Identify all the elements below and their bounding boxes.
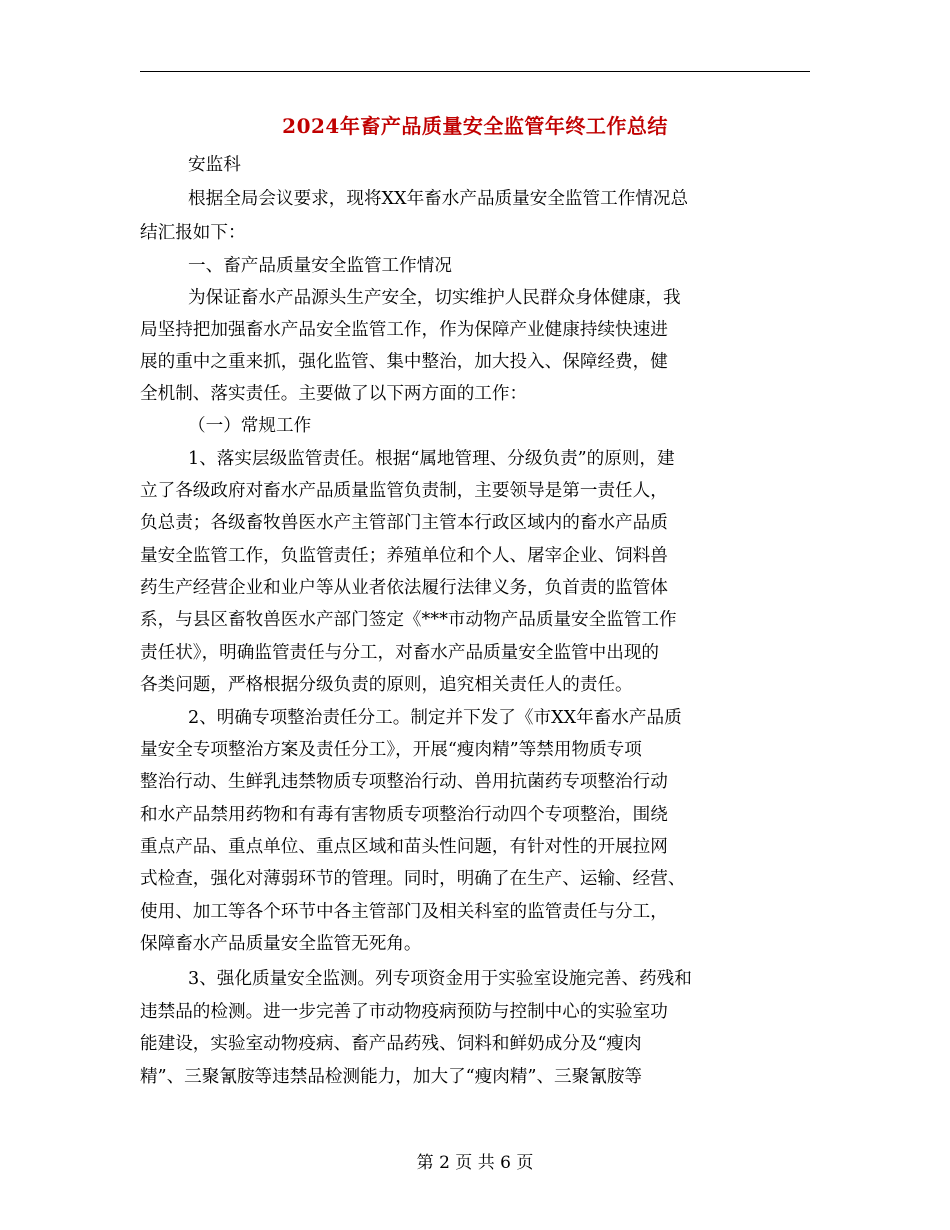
body-line: 量安全监管工作，负监管责任；养殖单位和个人、屠宰企业、饲料兽 (140, 546, 668, 566)
body-line: 使用、加工等各个环节中各主管部门及相关科室的监管责任与分工， (140, 902, 668, 922)
body-line: 和水产品禁用药物和有毒有害物质专项整治行动四个专项整治，围绕 (140, 805, 668, 825)
body-line: 全机制、落实责任。主要做了以下两方面的工作： (140, 384, 528, 404)
body-line: 结汇报如下： (140, 223, 246, 243)
body-line: 为保证畜水产品源头生产安全，切实维护人民群众身体健康，我 (188, 288, 681, 308)
body-line: 精”、三聚氰胺等违禁品检测能力，加大了“瘦肉精”、三聚氰胺等 (140, 1067, 643, 1087)
body-line: 药生产经营企业和业户等从业者依法履行法律义务，负首责的监管体 (140, 578, 668, 598)
header-rule (140, 71, 810, 72)
body-line: 一、畜产品质量安全监管工作情况 (188, 256, 452, 276)
body-line: 2、明确专项整治责任分工。制定并下发了《市XX年畜水产品质 (188, 708, 682, 728)
body-line: 3、强化质量安全监测。列专项资金用于实验室设施完善、药残和 (188, 969, 692, 989)
body-line: 安监科 (188, 155, 241, 175)
body-line: 展的重中之重来抓，强化监管、集中整治，加大投入、保障经费，健 (140, 352, 668, 372)
body-line: 负总责；各级畜牧兽医水产主管部门主管本行政区域内的畜水产品质 (140, 513, 668, 533)
body-line: 立了各级政府对畜水产品质量监管负责制，主要领导是第一责任人， (140, 481, 668, 501)
body-line: 能建设，实验室动物疫病、畜产品药残、饲料和鲜奶成分及“瘦肉 (140, 1034, 642, 1054)
body-line: 重点产品、重点单位、重点区域和苗头性问题，有针对性的开展拉网 (140, 837, 668, 857)
document-title: 2024年畜产品质量安全监管年终工作总结 (282, 114, 668, 138)
body-line: 保障畜水产品质量安全监管无死角。 (140, 934, 422, 954)
body-line: 系，与县区畜牧兽医水产部门签定《***市动物产品质量安全监管工作 (140, 610, 677, 630)
body-line: 1、落实层级监管责任。根据“属地管理、分级负责”的原则，建 (188, 449, 675, 469)
body-line: 违禁品的检测。进一步完善了市动物疫病预防与控制中心的实验室功 (140, 1002, 668, 1022)
body-line: 量安全专项整治方案及责任分工》，开展“瘦肉精”等禁用物质专项 (140, 740, 642, 760)
body-line: 式检查，强化对薄弱环节的管理。同时，明确了在生产、运输、经营、 (140, 869, 686, 889)
body-line: （一）常规工作 (188, 416, 312, 436)
body-line: 局坚持把加强畜水产品安全监管工作，作为保障产业健康持续快速进 (140, 320, 668, 340)
body-line: 整治行动、生鲜乳违禁物质专项整治行动、兽用抗菌药专项整治行动 (140, 772, 668, 792)
body-line: 根据全局会议要求，现将XX年畜水产品质量安全监管工作情况总 (188, 189, 689, 209)
body-line: 各类问题，严格根据分级负责的原则，追究相关责任人的责任。 (140, 675, 633, 695)
page-number: 第 2 页 共 6 页 (416, 1153, 534, 1173)
body-line: 责任状》，明确监管责任与分工，对畜水产品质量安全监管中出现的 (140, 643, 660, 663)
